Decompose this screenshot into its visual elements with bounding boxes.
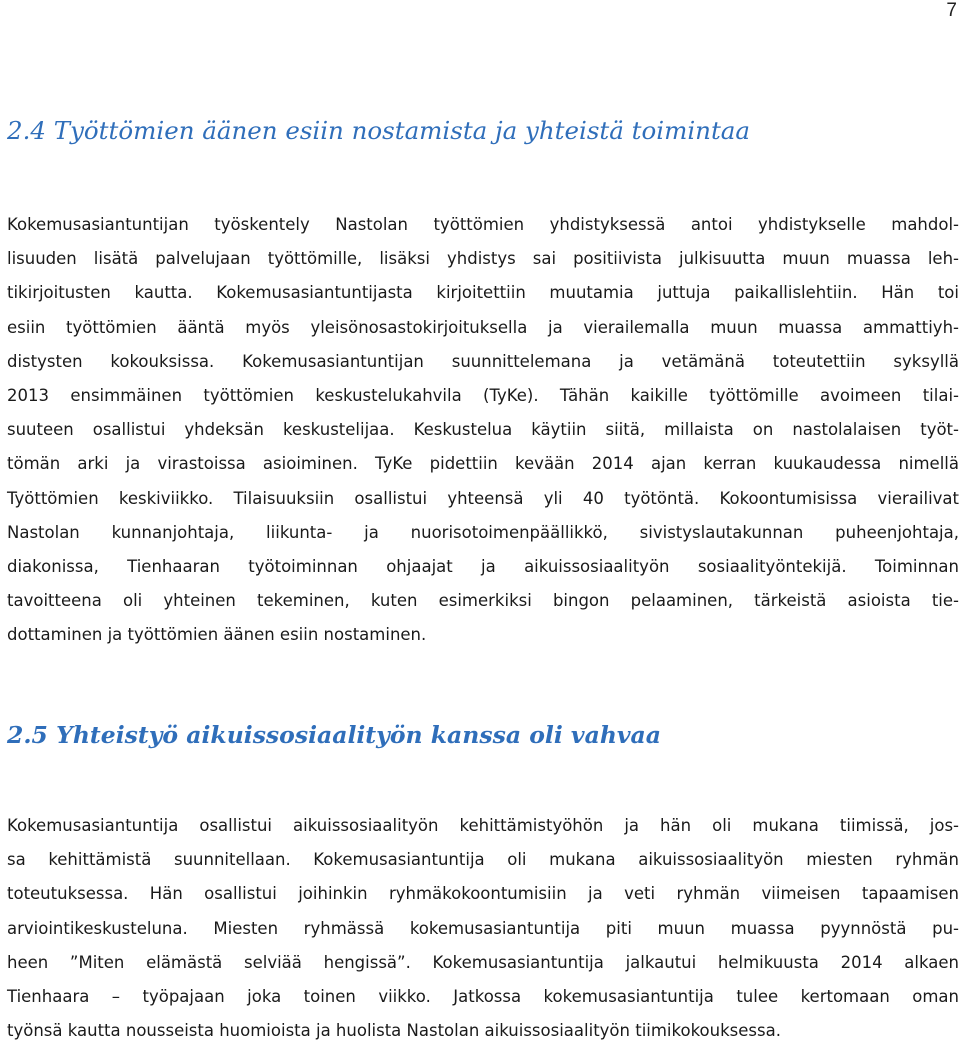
paragraph-line: tikirjoitusten kautta. Kokemusasiantuntijasta kirjoitettiin muutamia juttuja paikallislehtiin. Hän toi [7,283,959,303]
paragraph-line: dottaminen ja työttömien äänen esiin nostaminen. [7,625,427,645]
paragraph-line: heen ”Miten elämästä selviää hengissä”. Kokemusasiantuntija jalkautui helmikuusta 2014 alkaen [7,952,959,972]
paragraph-line: Nastolan kunnanjohtaja, liikunta- ja nuorisotoimenpäällikkö, sivistyslautakunnan puheenjohtaja, [7,522,959,542]
paragraph-line: työnsä kautta nousseista huomioista ja huolista Nastolan aikuissosiaalityön tiimikokouksessa. [7,1021,781,1041]
page-number: 7 [946,0,957,21]
paragraph-line: Kokemusasiantuntija osallistui aikuissosiaalityön kehittämistyöhön ja hän oli mukana tiimissä, jos- [7,816,959,835]
paragraph-line: sa kehittämistä suunnitellaan. Kokemusasiantuntija oli mukana aikuissosiaalityön miesten ryhmän [7,850,959,870]
paragraph-line: diakonissa, Tienhaaran työtoiminnan ohjaajat ja aikuissosiaalityön sosiaalityöntekijä. Toiminnan [7,557,959,577]
paragraph-line: suuteen osallistui yhdeksän keskustelijaa. Keskustelua käytiin siitä, millaista on nastolalaisen työt- [7,420,959,440]
section-2-4-paragraph [7,208,959,653]
paragraph-line: toteutuksessa. Hän osallistui joihinkin ryhmäkokoontumisiin ja veti ryhmän viimeisen tapaamisen [7,884,959,904]
paragraph-line: Kokemusasiantuntijan työskentely Nastolan työttömien yhdistyksessä antoi yhdistykselle mahdol- [7,215,959,234]
paragraph-line: Työttömien keskiviikko. Tilaisuuksiin osallistui yhteensä yli 40 työtöntä. Kokoontumisissa vierailivat [7,488,959,508]
paragraph-line: 2013 ensimmäinen työttömien keskustelukahvila (TyKe). Tähän kaikille työttömille avoimeen tilai- [7,386,959,406]
paragraph-line: esiin työttömien ääntä myös yleisönosastokirjoituksella ja vierailemalla muun muassa ammattiyh- [7,317,959,337]
paragraph-line: tavoitteena oli yhteinen tekeminen, kuten esimerkiksi bingon pelaaminen, tärkeistä asioista tie- [7,591,959,611]
section-2-5-paragraph [7,809,959,1048]
paragraph-line: distysten kokouksissa. Kokemusasiantuntijan suunnittelemana ja vetämänä toteutettiin syksyllä [7,351,959,371]
paragraph-line: tömän arki ja virastoissa asioiminen. TyKe pidettiin kevään 2014 ajan kerran kuukaudessa nimellä [7,454,959,474]
paragraph-line: arviointikeskusteluna. Miesten ryhmässä kokemusasiantuntija piti muun muassa pyynnöstä pu- [7,918,959,938]
paragraph-line: lisuuden lisätä palvelujaan työttömille, lisäksi yhdistys sai positiivista julkisuutta muun muassa leh- [7,249,959,269]
section-heading-2-5: 2.5 Yhteistyö aikuissosiaalityön kanssa oli vahvaa [7,721,662,749]
section-heading-2-4: 2.4 Työttömien äänen esiin nostamista ja yhteistä toimintaa [7,116,751,145]
paragraph-line: Tienhaara – työpajaan joka toinen viikko. Jatkossa kokemusasiantuntija tulee kertomaan oman [7,987,959,1007]
